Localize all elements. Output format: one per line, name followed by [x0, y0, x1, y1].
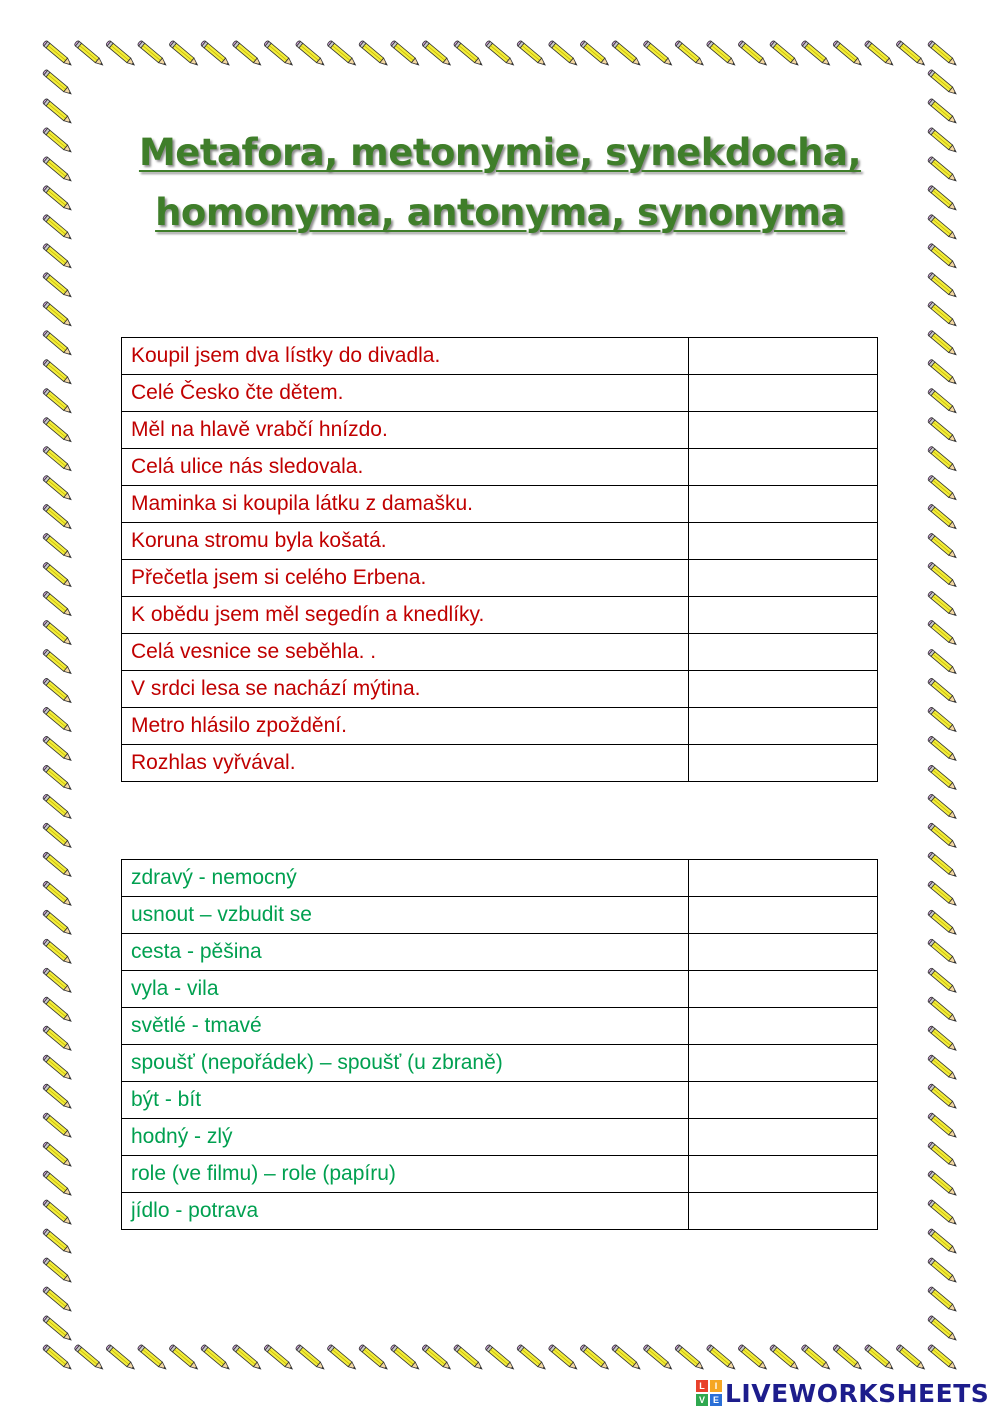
pencil-icon [137, 1344, 168, 1371]
pencil-icon [42, 475, 73, 502]
pencil-icon [927, 794, 958, 821]
pencil-icon [42, 736, 73, 763]
sentence-cell: Metro hlásilo zpoždění. [122, 708, 689, 745]
pencil-icon [706, 40, 737, 67]
pencil-icon [42, 852, 73, 879]
table-row [122, 1045, 878, 1082]
table-row [122, 1156, 878, 1193]
pencil-icon [516, 1344, 547, 1371]
pencil-icon [42, 272, 73, 299]
pencil-icon [927, 678, 958, 705]
pencil-icon [927, 1141, 958, 1168]
pencil-icon [42, 1344, 73, 1371]
pencil-icon [453, 1344, 484, 1371]
pencil-icon [42, 1025, 73, 1052]
sentence-cell: K obědu jsem měl segedín a knedlíky. [122, 597, 689, 634]
pencil-icon [42, 967, 73, 994]
pencil-icon [200, 1344, 231, 1371]
answer-cell[interactable] [689, 708, 878, 745]
pencil-icon [42, 591, 73, 618]
pencil-icon [295, 1344, 326, 1371]
sentence-cell: Koruna stromu byla košatá. [122, 523, 689, 560]
pencil-icon [295, 40, 326, 67]
pencil-icon [927, 388, 958, 415]
pencil-icon [738, 1344, 769, 1371]
pencil-icon [927, 243, 958, 270]
pencil-icon [927, 533, 958, 560]
table-row [122, 745, 878, 782]
pencil-icon [927, 852, 958, 879]
pencil-icon [422, 1344, 453, 1371]
word-pair-cell: cesta - pěšina [122, 934, 689, 971]
pencil-icon [42, 649, 73, 676]
pencil-icon [927, 272, 958, 299]
pencil-icon [42, 417, 73, 444]
pencil-icon [927, 330, 958, 357]
word-pair-cell: spoušť (nepořádek) – spoušť (u zbraně) [122, 1045, 689, 1082]
table-row [122, 708, 878, 745]
word-pair-cell: zdravý - nemocný [122, 860, 689, 897]
pencil-icon [674, 40, 705, 67]
pencil-icon [927, 562, 958, 589]
pencil-icon [927, 1170, 958, 1197]
pencil-icon [927, 301, 958, 328]
table-row [122, 1193, 878, 1230]
logo-text: LIVEWORKSHEETS [725, 1378, 990, 1408]
pencil-icon [927, 765, 958, 792]
answer-cell[interactable] [689, 375, 878, 412]
table-row [122, 560, 878, 597]
page-title-line-2: homonyma, antonyma, synonyma [155, 191, 845, 234]
pencil-icon [169, 40, 200, 67]
pencil-icon [927, 475, 958, 502]
pencil-icon [42, 1170, 73, 1197]
pencil-icon [738, 40, 769, 67]
pencil-icon [42, 243, 73, 270]
table-row [122, 934, 878, 971]
word-pair-cell: vyla - vila [122, 971, 689, 1008]
pencil-icon [927, 40, 958, 67]
logo-square-v: V [696, 1394, 708, 1406]
pencil-icon [927, 98, 958, 125]
sentence-cell: Koupil jsem dva lístky do divadla. [122, 338, 689, 375]
pencil-icon [832, 1344, 863, 1371]
pencil-icon [42, 996, 73, 1023]
pencil-icon [42, 1228, 73, 1255]
pencil-icon [927, 1112, 958, 1139]
pencil-icon [927, 707, 958, 734]
pencil-icon [927, 1199, 958, 1226]
pencil-icon [42, 1054, 73, 1081]
table-row [122, 671, 878, 708]
answer-cell[interactable] [689, 486, 878, 523]
pencil-icon [200, 40, 231, 67]
answer-cell[interactable] [689, 1045, 878, 1082]
sentence-cell: Rozhlas vyřvával. [122, 745, 689, 782]
pencil-icon [706, 1344, 737, 1371]
pencil-icon [611, 1344, 642, 1371]
pencil-icon [42, 823, 73, 850]
pencil-icon [453, 40, 484, 67]
pencil-icon [864, 1344, 895, 1371]
pencil-icon [769, 1344, 800, 1371]
pencil-icon [42, 880, 73, 907]
pencil-icon [42, 678, 73, 705]
sentence-cell: Přečetla jsem si celého Erbena. [122, 560, 689, 597]
word-pairs-table [121, 859, 878, 1230]
pencil-icon [42, 1286, 73, 1313]
sentence-cell: Maminka si koupila látku z damašku. [122, 486, 689, 523]
answer-cell[interactable] [689, 560, 878, 597]
table-row [122, 860, 878, 897]
pencil-icon [42, 504, 73, 531]
sentence-cell: Celá vesnice se seběhla. . [122, 634, 689, 671]
answer-cell[interactable] [689, 671, 878, 708]
answer-cell[interactable] [689, 1082, 878, 1119]
answer-cell[interactable] [689, 338, 878, 375]
pencil-icon [927, 967, 958, 994]
pencil-icon [485, 1344, 516, 1371]
pencil-icon [927, 446, 958, 473]
pencil-icon [390, 1344, 421, 1371]
answer-cell[interactable] [689, 597, 878, 634]
answer-cell[interactable] [689, 412, 878, 449]
sentence-cell: Celé Česko čte dětem. [122, 375, 689, 412]
pencil-icon [801, 1344, 832, 1371]
answer-cell[interactable] [689, 1193, 878, 1230]
pencil-icon [927, 1054, 958, 1081]
pencil-icon [42, 446, 73, 473]
word-pair-cell: světlé - tmavé [122, 1008, 689, 1045]
page-title-line-1: Metafora, metonymie, synekdocha, [138, 131, 862, 174]
pencil-icon [927, 649, 958, 676]
answer-cell[interactable] [689, 449, 878, 486]
table-row [122, 1082, 878, 1119]
answer-cell[interactable] [689, 897, 878, 934]
pencil-icon [927, 591, 958, 618]
pencil-icon [42, 794, 73, 821]
pencil-icon [42, 69, 73, 96]
pencil-icon [927, 620, 958, 647]
pencil-icon [832, 40, 863, 67]
pencil-icon [674, 1344, 705, 1371]
figures-of-speech-table [121, 337, 878, 782]
answer-cell[interactable] [689, 971, 878, 1008]
pencil-icon [643, 1344, 674, 1371]
pencil-icon [927, 823, 958, 850]
answer-cell[interactable] [689, 745, 878, 782]
pencil-icon [548, 1344, 579, 1371]
pencil-icon [42, 388, 73, 415]
pencil-icon [927, 1228, 958, 1255]
pencil-icon [42, 330, 73, 357]
pencil-icon [42, 765, 73, 792]
pencil-icon [42, 301, 73, 328]
pencil-icon [548, 40, 579, 67]
pencil-icon [232, 1344, 263, 1371]
pencil-icon [896, 1344, 927, 1371]
pencil-icon [169, 1344, 200, 1371]
pencil-icon [769, 40, 800, 67]
pencil-icon [927, 1083, 958, 1110]
sentence-cell: V srdci lesa se nachází mýtina. [122, 671, 689, 708]
pencil-icon [74, 1344, 105, 1371]
word-pair-cell: být - bít [122, 1082, 689, 1119]
pencil-icon [42, 938, 73, 965]
pencil-icon [927, 504, 958, 531]
pencil-icon [42, 1315, 73, 1342]
pencil-icon [927, 1344, 958, 1371]
table-row [122, 971, 878, 1008]
pencil-icon [896, 40, 927, 67]
answer-cell[interactable] [689, 523, 878, 560]
pencil-icon [580, 40, 611, 67]
pencil-icon [264, 40, 295, 67]
pencil-icon [42, 1257, 73, 1284]
table-row [122, 597, 878, 634]
pencil-icon [927, 1286, 958, 1313]
pencil-icon [42, 1141, 73, 1168]
liveworksheets-logo-icon [696, 1380, 722, 1406]
pencil-icon [42, 1083, 73, 1110]
table-row [122, 523, 878, 560]
logo-square-l: L [696, 1380, 708, 1392]
pencil-icon [42, 562, 73, 589]
pencil-icon [358, 1344, 389, 1371]
answer-cell[interactable] [689, 1119, 878, 1156]
pencil-icon [232, 40, 263, 67]
table-row [122, 897, 878, 934]
pencil-icon [42, 40, 73, 67]
pencil-icon [42, 359, 73, 386]
answer-cell[interactable] [689, 860, 878, 897]
pencil-icon [42, 533, 73, 560]
pencil-icon [927, 1315, 958, 1342]
pencil-icon [42, 98, 73, 125]
pencil-icon [105, 40, 136, 67]
pencil-icon [927, 1025, 958, 1052]
answer-cell[interactable] [689, 634, 878, 671]
pencil-icon [864, 40, 895, 67]
logo-square-e: E [710, 1394, 722, 1406]
word-pair-cell: jídlo - potrava [122, 1193, 689, 1230]
word-pair-cell: role (ve filmu) – role (papíru) [122, 1156, 689, 1193]
table-row [122, 486, 878, 523]
answer-cell[interactable] [689, 934, 878, 971]
pencil-icon [485, 40, 516, 67]
table-row [122, 412, 878, 449]
pencil-icon [643, 40, 674, 67]
pencil-icon [42, 909, 73, 936]
sentence-cell: Celá ulice nás sledovala. [122, 449, 689, 486]
pencil-icon [927, 938, 958, 965]
pencil-icon [422, 40, 453, 67]
pencil-icon [390, 40, 421, 67]
table-row [122, 1119, 878, 1156]
sentence-cell: Měl na hlavě vrabčí hnízdo. [122, 412, 689, 449]
table-row [122, 634, 878, 671]
pencil-icon [927, 69, 958, 96]
answer-cell[interactable] [689, 1156, 878, 1193]
pencil-icon [927, 880, 958, 907]
pencil-icon [927, 359, 958, 386]
answer-cell[interactable] [689, 1008, 878, 1045]
pencil-icon [105, 1344, 136, 1371]
table-row [122, 338, 878, 375]
pencil-icon [42, 620, 73, 647]
pencil-icon [42, 707, 73, 734]
logo-square-i: I [710, 1380, 722, 1392]
word-pair-cell: usnout – vzbudit se [122, 897, 689, 934]
table-row [122, 449, 878, 486]
pencil-icon [927, 909, 958, 936]
pencil-icon [42, 1199, 73, 1226]
pencil-icon [358, 40, 389, 67]
pencil-icon [137, 40, 168, 67]
pencil-icon [927, 1257, 958, 1284]
pencil-icon [611, 40, 642, 67]
pencil-icon [74, 40, 105, 67]
pencil-icon [580, 1344, 611, 1371]
word-pair-cell: hodný - zlý [122, 1119, 689, 1156]
pencil-icon [42, 1112, 73, 1139]
pencil-icon [927, 996, 958, 1023]
pencil-icon [927, 417, 958, 444]
table-row [122, 1008, 878, 1045]
pencil-icon [801, 40, 832, 67]
pencil-icon [927, 736, 958, 763]
pencil-icon [327, 40, 358, 67]
table-row [122, 375, 878, 412]
liveworksheets-logo [696, 1376, 989, 1410]
pencil-icon [327, 1344, 358, 1371]
pencil-icon [264, 1344, 295, 1371]
pencil-icon [516, 40, 547, 67]
